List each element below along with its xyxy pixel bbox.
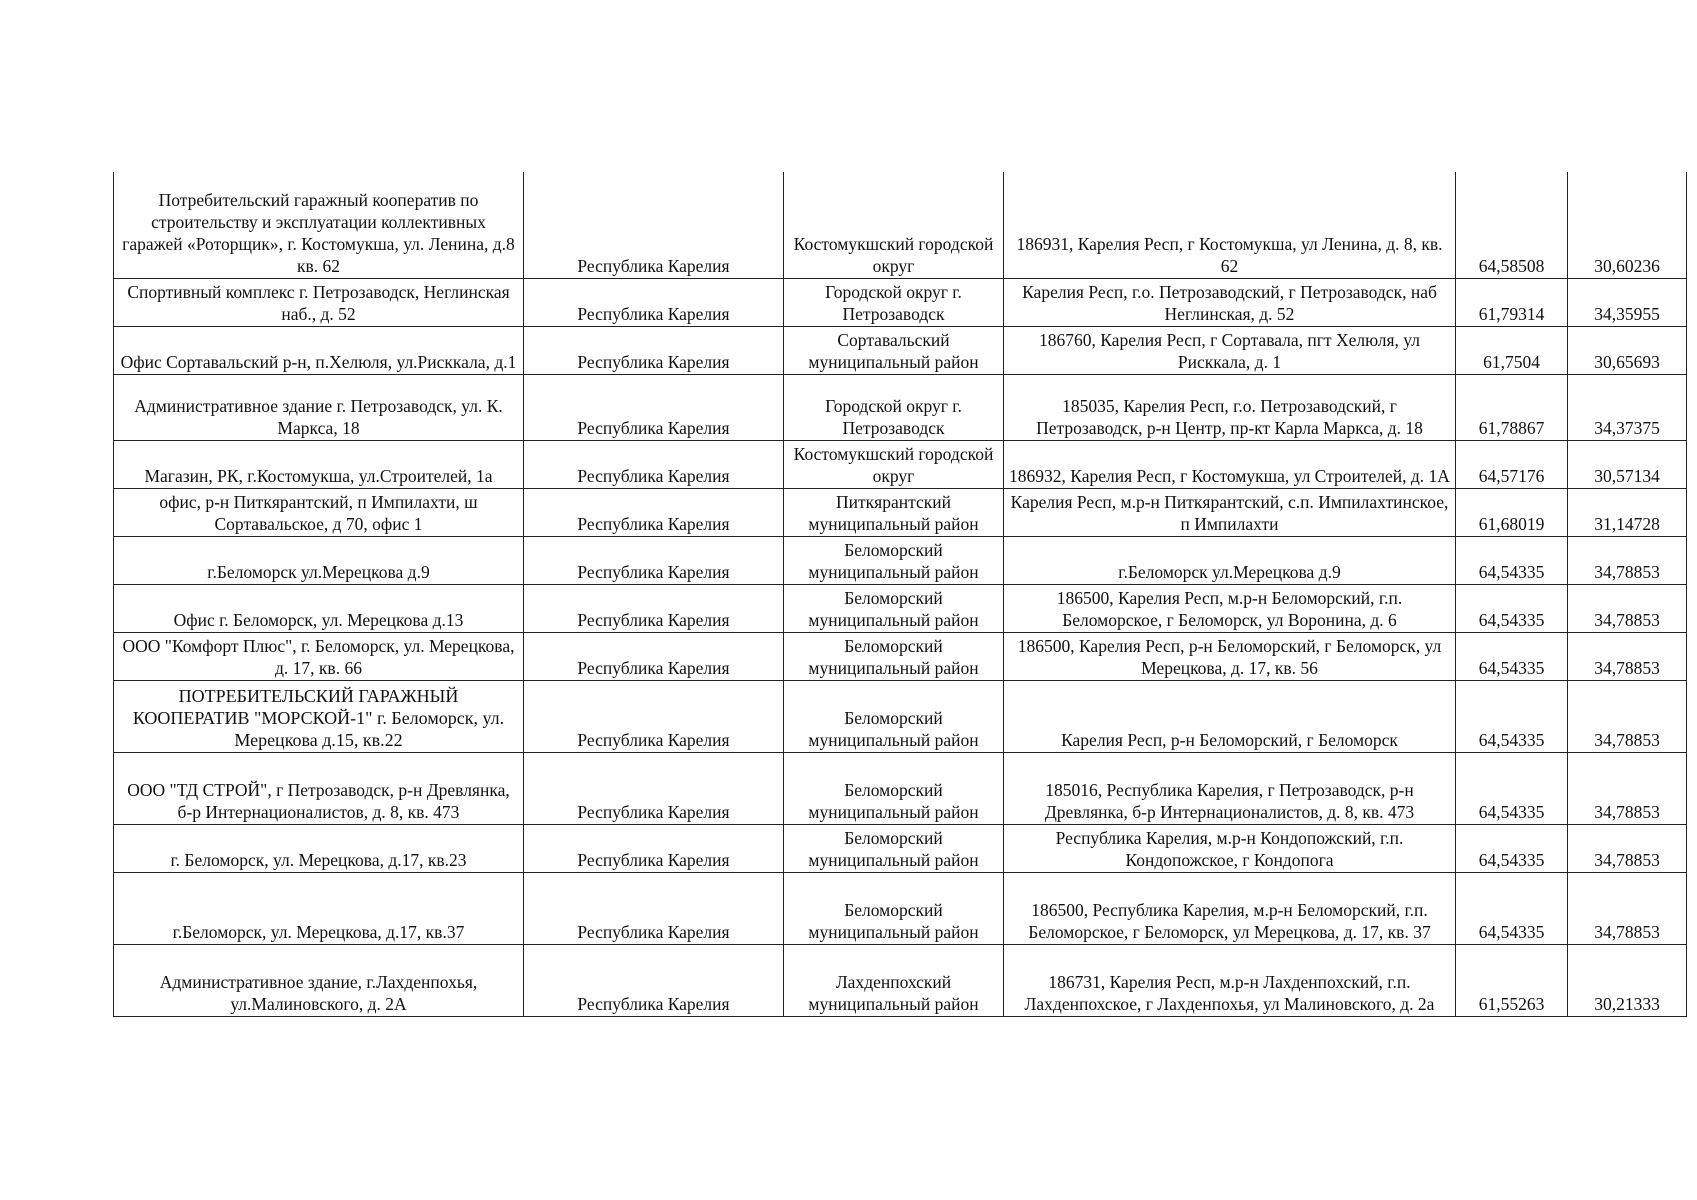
municipality-cell: Городской округ г. Петрозаводск	[784, 374, 1004, 440]
table-row	[114, 172, 1687, 278]
longitude-cell: 34,35955	[1568, 278, 1687, 326]
object-name-cell: г.Беломорск, ул. Мерецкова, д.17, кв.37	[114, 872, 524, 944]
object-name-cell: ПОТРЕБИТЕЛЬСКИЙ ГАРАЖНЫЙ КООПЕРАТИВ "МОРСКОЙ-1" г. Беломорск, ул. Мерецкова д.15, кв.22	[114, 680, 524, 752]
region-cell: Республика Карелия	[524, 824, 784, 872]
object-name-cell: Офис Сортавальский р-н, п.Хелюля, ул.Рисккала, д.1	[114, 326, 524, 374]
municipality-cell: Беломорский муниципальный район	[784, 752, 1004, 824]
address-cell: 186760, Карелия Респ, г Сортавала, пгт Хелюля, ул Рисккала, д. 1	[1004, 326, 1456, 374]
table-row	[114, 872, 1687, 944]
address-cell: Карелия Респ, р-н Беломорский, г Беломорск	[1004, 680, 1456, 752]
table-row	[114, 584, 1687, 632]
longitude-cell: 34,78853	[1568, 872, 1687, 944]
table-row	[114, 374, 1687, 440]
longitude-cell: 30,65693	[1568, 326, 1687, 374]
municipality-cell: Городской округ г. Петрозаводск	[784, 278, 1004, 326]
latitude-cell: 64,57176	[1456, 440, 1568, 488]
region-cell: Республика Карелия	[524, 374, 784, 440]
region-cell: Республика Карелия	[524, 278, 784, 326]
address-cell: 186500, Карелия Респ, р-н Беломорский, г Беломорск, ул Мерецкова, д. 17, кв. 56	[1004, 632, 1456, 680]
longitude-cell: 30,57134	[1568, 440, 1687, 488]
latitude-cell: 61,55263	[1456, 944, 1568, 1016]
object-name-cell: Потребительский гаражный кооператив по строительству и эксплуатации коллективных гаражей «Роторщик», г. Костомукша, ул. Ленина, д.8 кв. 62	[114, 172, 524, 278]
longitude-cell: 34,78853	[1568, 584, 1687, 632]
object-name-cell: Административное здание г. Петрозаводск, ул. К. Маркса, 18	[114, 374, 524, 440]
address-cell: 186931, Карелия Респ, г Костомукша, ул Ленина, д. 8, кв. 62	[1004, 172, 1456, 278]
latitude-cell: 64,54335	[1456, 536, 1568, 584]
longitude-cell: 30,60236	[1568, 172, 1687, 278]
locations-table	[113, 172, 1687, 1017]
region-cell: Республика Карелия	[524, 872, 784, 944]
object-name-cell: г. Беломорск, ул. Мерецкова, д.17, кв.23	[114, 824, 524, 872]
address-cell: 185016, Республика Карелия, г Петрозаводск, р-н Древлянка, б-р Интернационалистов, д. 8, кв. 473	[1004, 752, 1456, 824]
table-body	[114, 172, 1687, 1016]
latitude-cell: 64,58508	[1456, 172, 1568, 278]
table-row	[114, 752, 1687, 824]
region-cell: Республика Карелия	[524, 326, 784, 374]
longitude-cell: 31,14728	[1568, 488, 1687, 536]
address-cell: Карелия Респ, г.о. Петрозаводский, г Петрозаводск, наб Неглинская, д. 52	[1004, 278, 1456, 326]
object-name-cell: офис, р-н Питкярантский, п Импилахти, ш Сортавальское, д 70, офис 1	[114, 488, 524, 536]
municipality-cell: Беломорский муниципальный район	[784, 680, 1004, 752]
object-name-cell: Спортивный комплекс г. Петрозаводск, Неглинская наб., д. 52	[114, 278, 524, 326]
region-cell: Республика Карелия	[524, 632, 784, 680]
latitude-cell: 64,54335	[1456, 680, 1568, 752]
region-cell: Республика Карелия	[524, 440, 784, 488]
municipality-cell: Беломорский муниципальный район	[784, 584, 1004, 632]
address-cell: г.Беломорск ул.Мерецкова д.9	[1004, 536, 1456, 584]
object-name-cell: ООО "Комфорт Плюс", г. Беломорск, ул. Мерецкова, д. 17, кв. 66	[114, 632, 524, 680]
region-cell: Республика Карелия	[524, 488, 784, 536]
address-cell: 186500, Республика Карелия, м.р-н Беломорский, г.п. Беломорское, г Беломорск, ул Мерецкова, д. 17, кв. 37	[1004, 872, 1456, 944]
latitude-cell: 64,54335	[1456, 584, 1568, 632]
address-cell: Карелия Респ, м.р-н Питкярантский, с.п. Импилахтинское, п Импилахти	[1004, 488, 1456, 536]
latitude-cell: 64,54335	[1456, 752, 1568, 824]
latitude-cell: 61,78867	[1456, 374, 1568, 440]
municipality-cell: Беломорский муниципальный район	[784, 824, 1004, 872]
latitude-cell: 64,54335	[1456, 824, 1568, 872]
object-name-cell: Офис г. Беломорск, ул. Мерецкова д.13	[114, 584, 524, 632]
municipality-cell: Беломорский муниципальный район	[784, 872, 1004, 944]
latitude-cell: 61,68019	[1456, 488, 1568, 536]
region-cell: Республика Карелия	[524, 584, 784, 632]
table-row	[114, 824, 1687, 872]
table-row	[114, 632, 1687, 680]
table-row	[114, 440, 1687, 488]
region-cell: Республика Карелия	[524, 752, 784, 824]
region-cell: Республика Карелия	[524, 680, 784, 752]
address-cell: 186500, Карелия Респ, м.р-н Беломорский, г.п. Беломорское, г Беломорск, ул Воронина, д. 6	[1004, 584, 1456, 632]
municipality-cell: Костомукшский городской округ	[784, 440, 1004, 488]
municipality-cell: Сортавальский муниципальный район	[784, 326, 1004, 374]
address-cell: 185035, Карелия Респ, г.о. Петрозаводский, г Петрозаводск, р-н Центр, пр-кт Карла Маркса, д. 18	[1004, 374, 1456, 440]
longitude-cell: 34,78853	[1568, 536, 1687, 584]
region-cell: Республика Карелия	[524, 536, 784, 584]
latitude-cell: 61,79314	[1456, 278, 1568, 326]
municipality-cell: Беломорский муниципальный район	[784, 632, 1004, 680]
address-cell: 186731, Карелия Респ, м.р-н Лахденпохский, г.п. Лахденпохское, г Лахденпохья, ул Малиновского, д. 2а	[1004, 944, 1456, 1016]
table-row	[114, 278, 1687, 326]
latitude-cell: 61,7504	[1456, 326, 1568, 374]
object-name-cell: ООО "ТД СТРОЙ", г Петрозаводск, р-н Древлянка, б-р Интернационалистов, д. 8, кв. 473	[114, 752, 524, 824]
latitude-cell: 64,54335	[1456, 632, 1568, 680]
table-row	[114, 680, 1687, 752]
address-cell: 186932, Карелия Респ, г Костомукша, ул Строителей, д. 1А	[1004, 440, 1456, 488]
longitude-cell: 34,78853	[1568, 824, 1687, 872]
address-cell: Республика Карелия, м.р-н Кондопожский, г.п. Кондопожское, г Кондопога	[1004, 824, 1456, 872]
table-row	[114, 536, 1687, 584]
municipality-cell: Питкярантский муниципальный район	[784, 488, 1004, 536]
object-name-cell: г.Беломорск ул.Мерецкова д.9	[114, 536, 524, 584]
longitude-cell: 34,78853	[1568, 632, 1687, 680]
object-name-cell: Административное здание, г.Лахденпохья, ул.Малиновского, д. 2А	[114, 944, 524, 1016]
longitude-cell: 34,37375	[1568, 374, 1687, 440]
object-name-cell: Магазин, РК, г.Костомукша, ул.Строителей, 1а	[114, 440, 524, 488]
longitude-cell: 34,78853	[1568, 752, 1687, 824]
latitude-cell: 64,54335	[1456, 872, 1568, 944]
municipality-cell: Костомукшский городской округ	[784, 172, 1004, 278]
municipality-cell: Беломорский муниципальный район	[784, 536, 1004, 584]
municipality-cell: Лахденпохский муниципальный район	[784, 944, 1004, 1016]
table-row	[114, 944, 1687, 1016]
region-cell: Республика Карелия	[524, 172, 784, 278]
table-row	[114, 488, 1687, 536]
longitude-cell: 30,21333	[1568, 944, 1687, 1016]
region-cell: Республика Карелия	[524, 944, 784, 1016]
table-row	[114, 326, 1687, 374]
longitude-cell: 34,78853	[1568, 680, 1687, 752]
